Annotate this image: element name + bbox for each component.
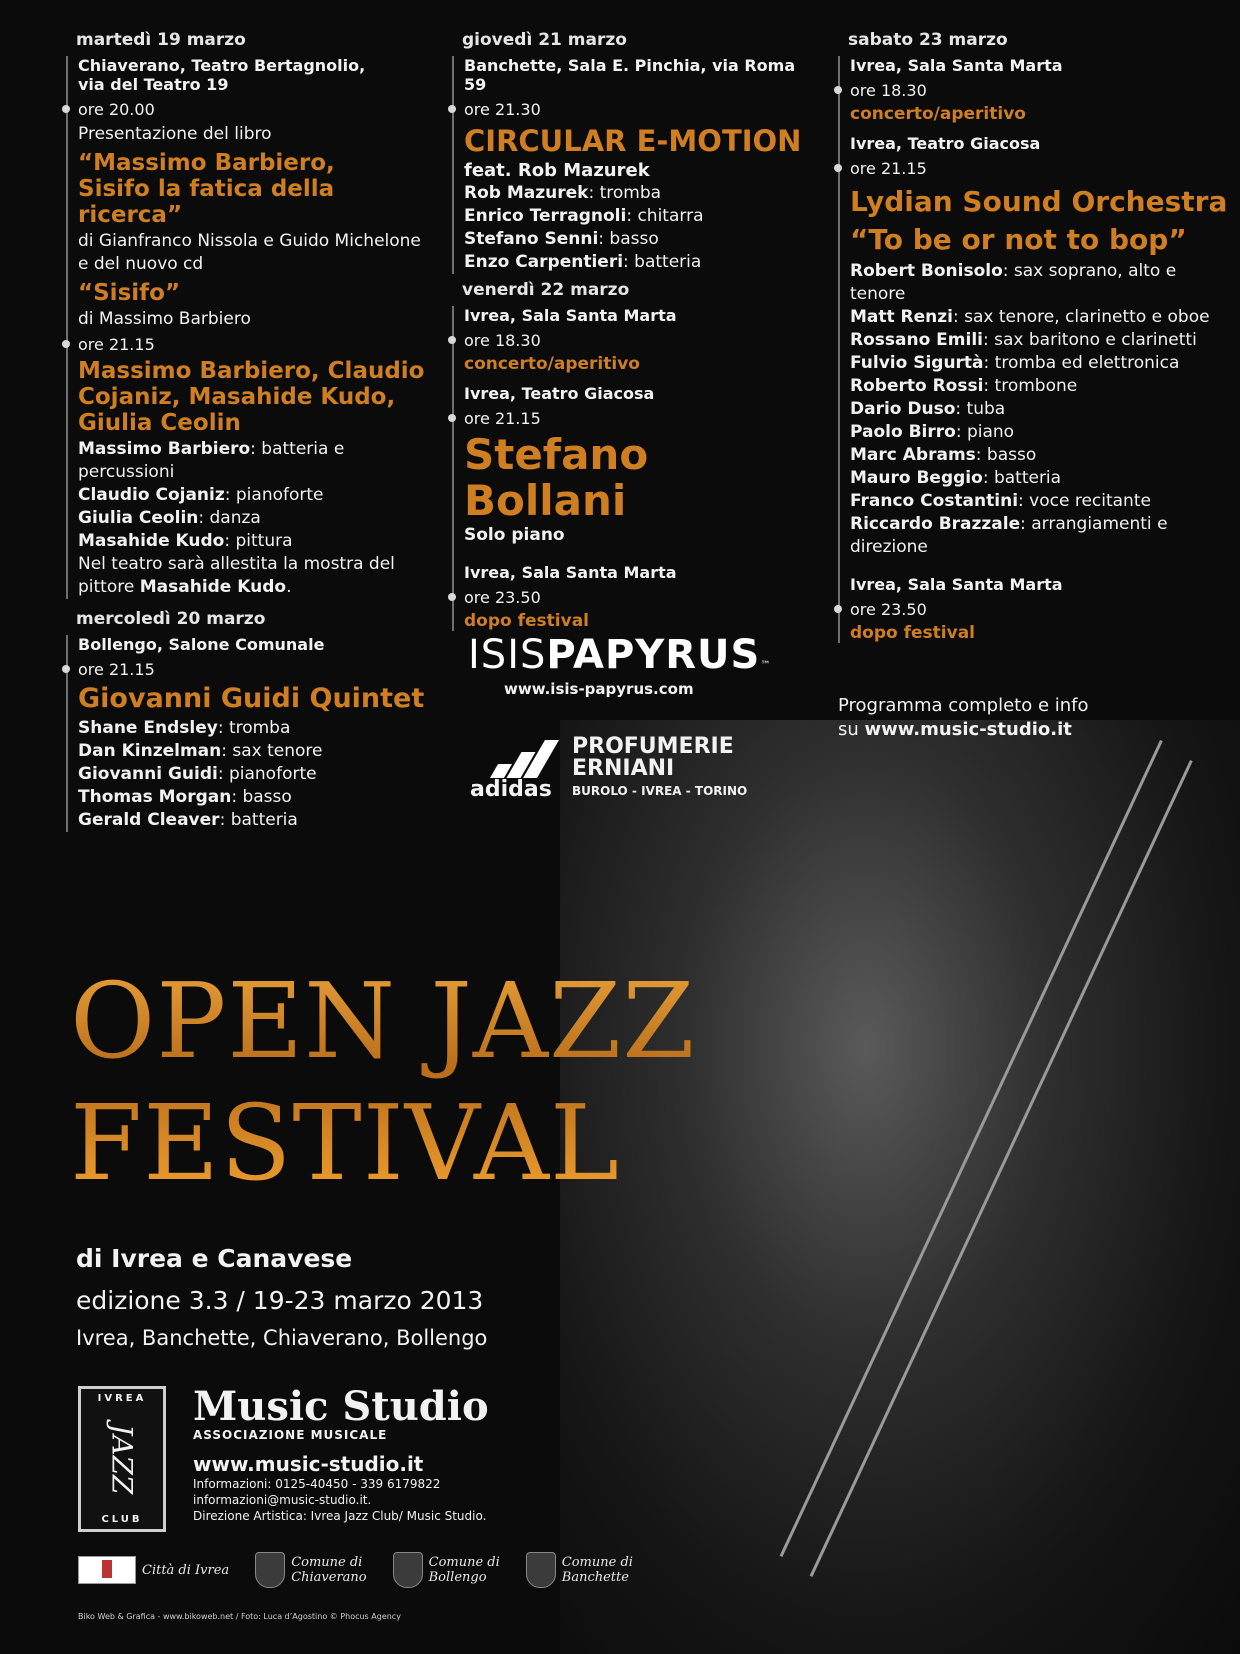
musician-name: Matt Renzi <box>850 307 954 327</box>
musician-role: direzione <box>850 537 928 557</box>
musician-role: tenore <box>850 284 906 304</box>
jazz-club-bottom: CLUB <box>101 1513 143 1525</box>
program-col-2 <box>452 30 812 631</box>
day-block <box>66 56 436 599</box>
profumerie-erniani <box>572 736 747 802</box>
chiaverano-crest-icon <box>255 1552 285 1588</box>
festival-subtitle: di Ivrea e Canavese <box>76 1244 353 1273</box>
musician-name: Riccardo Brazzale <box>850 514 1021 534</box>
lineup-item <box>850 513 1228 536</box>
papyrus-text: PAPYRUS <box>546 632 761 678</box>
festival-title-line: FESTIVAL <box>70 1082 620 1204</box>
program-info <box>838 694 1089 742</box>
lineup-item <box>78 438 436 484</box>
day-heading: martedì 19 marzo <box>76 30 246 50</box>
musician-role: : pianoforte <box>217 764 317 784</box>
day-heading: giovedì 21 marzo <box>462 30 627 50</box>
ivrea-jazz-club-logo <box>78 1386 166 1532</box>
group-name: Lydian Sound Orchestra <box>850 185 1228 218</box>
group-name-line: Giulia Ceolin <box>78 410 241 436</box>
festival-title <box>70 960 696 1204</box>
musician-role: : tromba <box>217 718 291 738</box>
lineup-item <box>850 352 1228 375</box>
musician-role: : piano <box>955 422 1015 442</box>
lineup-item <box>850 375 1228 398</box>
musician-name: Giulia Ceolin <box>78 508 199 528</box>
music-studio-block <box>193 1383 489 1524</box>
musician-name: Massimo Barbiero <box>78 439 251 459</box>
lineup-item <box>78 507 436 530</box>
comune-label: Comune di <box>291 1555 363 1570</box>
adidas-logo-icon <box>470 740 562 802</box>
event-time: ore 18.30 <box>464 331 812 350</box>
musician-role: : batteria <box>219 810 298 830</box>
event-time: ore 20.00 <box>78 100 436 119</box>
musician-role: : basso <box>975 445 1037 465</box>
artistic-direction: Direzione Artistica: Ivrea Jazz Club/ Music Studio. <box>193 1509 487 1523</box>
musician-name: Rob Mazurek <box>464 183 589 203</box>
event-time: ore 21.15 <box>78 660 436 679</box>
comune-banchette <box>526 1552 633 1588</box>
venue: Ivrea, Sala Santa Marta <box>464 306 677 325</box>
contact-phone: Informazioni: 0125-40450 - 339 6179822 <box>193 1477 441 1491</box>
event-time: ore 23.50 <box>464 588 812 607</box>
musician-name: Masahide Kudo <box>78 531 225 551</box>
musician-role: : trombone <box>983 376 1078 396</box>
lineup-item <box>850 306 1228 329</box>
info-line: Programma completo e info <box>838 695 1089 716</box>
lineup <box>850 260 1228 559</box>
banchette-crest-icon <box>526 1552 556 1588</box>
book-authors-line: e del nuovo cd <box>78 254 204 274</box>
exhibition-text: . <box>286 577 292 597</box>
musician-role: : basso <box>598 229 659 249</box>
book-authors-line: di Gianfranco Nissola e Guido Michelone <box>78 231 421 251</box>
lineup-item <box>78 484 436 507</box>
day-block <box>66 635 436 832</box>
isis-text: ISIS <box>468 632 547 678</box>
info-line <box>838 718 1089 742</box>
lineup-item <box>464 228 812 251</box>
comune-label: Banchette <box>561 1570 629 1585</box>
program-col-3 <box>838 30 1228 643</box>
comune-name <box>291 1555 366 1585</box>
musician-role: : danza <box>198 508 261 528</box>
trademark: ™ <box>760 660 772 671</box>
lineup <box>464 182 812 274</box>
musician-role: : sax soprano, alto e <box>1002 261 1177 281</box>
venue: Ivrea, Teatro Giacosa <box>464 384 655 403</box>
credits: Biko Web & Grafica - www.bikoweb.net / Foto: Luca d’Agostino © Phocus Agency <box>78 1612 401 1621</box>
musician-name: Roberto Rossi <box>850 376 984 396</box>
lineup-item <box>850 260 1228 283</box>
presentation-label: Presentazione del libro <box>78 124 272 144</box>
lineup-item <box>850 421 1228 444</box>
comune-name: Città di Ivrea <box>142 1562 230 1578</box>
comune-label: Bollengo <box>428 1570 487 1585</box>
lineup-item <box>850 467 1228 490</box>
exhibition-note: Nel teatro sarà allestita la mostra del <box>78 554 395 574</box>
musician-name: Franco Costantini <box>850 491 1019 511</box>
cd-title: “Sisifo” <box>78 280 181 306</box>
lineup-item <box>850 490 1228 513</box>
musician-name: Fulvio Sigurtà <box>850 353 984 373</box>
event-time: ore 21.15 <box>850 159 1228 178</box>
venue: Ivrea, Sala Santa Marta <box>850 56 1063 75</box>
music-studio-url[interactable]: www.music-studio.it <box>193 1452 424 1476</box>
comune-label: Chiaverano <box>291 1570 367 1585</box>
lineup-item <box>78 809 436 832</box>
group-name-line: Massimo Barbiero, Claudio <box>78 358 425 384</box>
musician-role: : arrangiamenti e <box>1020 514 1168 534</box>
lineup-item <box>78 740 436 763</box>
lineup-item <box>78 717 436 740</box>
musician-name: Robert Bonisolo <box>850 261 1003 281</box>
music-studio-assoc: ASSOCIAZIONE MUSICALE <box>193 1428 388 1442</box>
musician-role: : batteria <box>982 468 1062 488</box>
musician-role: : pianoforte <box>224 485 324 505</box>
comune-name <box>562 1555 633 1585</box>
musician-role: : chitarra <box>626 206 704 226</box>
lineup-item <box>78 530 436 553</box>
comune-name <box>429 1555 500 1585</box>
lineup-item <box>78 786 436 809</box>
musician-name: Dario Duso <box>850 399 956 419</box>
lineup-item <box>850 444 1228 467</box>
event-time: ore 21.30 <box>464 100 812 119</box>
day-heading: sabato 23 marzo <box>848 30 1008 50</box>
event-time: ore 18.30 <box>850 81 1228 100</box>
musician-name: Enzo Carpentieri <box>464 252 624 272</box>
comune-chiaverano <box>255 1552 366 1588</box>
book-authors <box>78 230 436 276</box>
adidas-wordmark: adidas <box>470 777 552 802</box>
comune-label: Comune di <box>561 1555 633 1570</box>
festival-title-line: OPEN JAZZ <box>70 960 696 1082</box>
info-text: su <box>838 719 865 740</box>
lineup <box>78 717 436 832</box>
group-name-line: Cojaniz, Masahide Kudo, <box>78 384 396 410</box>
headliner-name: Stefano Bollani <box>464 430 649 525</box>
performance-type: Solo piano <box>464 525 565 545</box>
event-type: dopo festival <box>850 623 975 643</box>
day-heading: mercoledì 20 marzo <box>76 609 266 629</box>
event-type: dopo festival <box>464 611 589 631</box>
musician-name: Thomas Morgan <box>78 787 232 807</box>
cd-author: di Massimo Barbiero <box>78 309 251 329</box>
festival-places: Ivrea, Banchette, Chiaverano, Bollengo <box>76 1326 488 1350</box>
venue-line: via del Teatro 19 <box>78 75 229 94</box>
venue: Bollengo, Salone Comunale <box>78 635 325 654</box>
isis-papyrus-url[interactable]: www.isis-papyrus.com <box>504 680 694 698</box>
day-block <box>452 56 812 274</box>
event-time: ore 23.50 <box>850 600 1228 619</box>
musician-role: : basso <box>231 787 292 807</box>
comune-ivrea <box>78 1556 229 1584</box>
musician-name: Mauro Beggio <box>850 468 983 488</box>
event-type: concerto/aperitivo <box>850 104 1026 124</box>
group-name: CIRCULAR E-MOTION <box>464 124 802 158</box>
book-title-line: “Massimo Barbiero, <box>78 150 335 176</box>
bollengo-crest-icon <box>393 1552 423 1588</box>
musician-role: : tuba <box>955 399 1006 419</box>
group-name <box>78 358 436 436</box>
musician-role: : batteria e percussioni <box>78 439 345 482</box>
musician-name: Rossano Emili <box>850 330 983 350</box>
lineup-item <box>850 398 1228 421</box>
musician-role: : sax baritono e clarinetti <box>983 330 1197 350</box>
group-subtitle: “To be or not to bop” <box>850 223 1187 256</box>
musician-role: : pittura <box>224 531 293 551</box>
day-block <box>452 306 812 631</box>
event-time: ore 21.15 <box>78 335 436 354</box>
bass-string <box>780 740 1163 1557</box>
musician-name: Giovanni Guidi <box>78 764 218 784</box>
musician-name: Dan Kinzelman <box>78 741 222 761</box>
exhibition-note <box>78 576 436 599</box>
adidas-erniani-logo <box>470 736 747 802</box>
comune-bollengo <box>393 1552 500 1588</box>
jazz-club-mark: JAZZ <box>105 1423 139 1495</box>
venue: Ivrea, Teatro Giacosa <box>850 134 1041 153</box>
book-title <box>78 150 436 228</box>
event-type: concerto/aperitivo <box>464 354 640 374</box>
program-col-1 <box>66 30 436 832</box>
painter-name: Masahide Kudo <box>139 577 287 597</box>
lineup-item <box>78 763 436 786</box>
musician-name: Gerald Cleaver <box>78 810 220 830</box>
lineup-item <box>464 251 812 274</box>
musician-role: : sax tenore, clarinetto e oboe <box>953 307 1210 327</box>
musician-name: Shane Endsley <box>78 718 218 738</box>
erniani-text: ERNIANI <box>572 756 675 781</box>
musician-role: : tromba <box>588 183 662 203</box>
venue <box>78 56 436 94</box>
musician-role: : voce recitante <box>1018 491 1151 511</box>
venue: Ivrea, Sala Santa Marta <box>850 575 1063 594</box>
isis-papyrus-wordmark <box>468 632 772 678</box>
erniani-cities: BUROLO - IVREA - TORINO <box>572 784 748 798</box>
musician-name: Claudio Cojaniz <box>78 485 225 505</box>
musician-name: Marc Abrams <box>850 445 976 465</box>
comune-label: Comune di <box>428 1555 500 1570</box>
venue: Ivrea, Sala Santa Marta <box>464 563 677 582</box>
day-block <box>838 56 1228 643</box>
contact-email[interactable]: informazioni@music-studio.it. <box>193 1493 372 1507</box>
isis-papyrus-logo <box>468 632 772 698</box>
musician-name: Stefano Senni <box>464 229 599 249</box>
lineup-item <box>464 182 812 205</box>
musician-name: Enrico Terragnoli <box>464 206 627 226</box>
musician-role: : batteria <box>623 252 702 272</box>
music-studio-logo: Music Studio <box>193 1383 489 1430</box>
ivrea-crest-icon <box>78 1556 136 1584</box>
profumerie-text: PROFUMERIE <box>572 734 734 759</box>
venue-line: Chiaverano, Teatro Bertagnolio, <box>78 56 366 75</box>
musician-role: : sax tenore <box>221 741 323 761</box>
book-title-line: Sisifo la fatica della ricerca” <box>78 176 335 228</box>
day-heading: venerdì 22 marzo <box>462 280 630 300</box>
featuring: feat. Rob Mazurek <box>464 160 650 181</box>
group-name: Giovanni Guidi Quintet <box>78 683 425 714</box>
musician-role: : tromba ed elettronica <box>983 353 1180 373</box>
municipal-sponsors <box>78 1552 633 1588</box>
lineup <box>78 438 436 599</box>
musician-name: Paolo Birro <box>850 422 956 442</box>
lineup-item <box>850 329 1228 352</box>
venue: Banchette, Sala E. Pinchia, via Roma 59 <box>464 56 796 94</box>
festival-edition: edizione 3.3 / 19-23 marzo 2013 <box>76 1286 484 1315</box>
bass-string <box>810 760 1193 1577</box>
exhibition-text: pittore <box>78 577 140 597</box>
jazz-club-top: IVREA <box>97 1393 147 1404</box>
event-time: ore 21.15 <box>464 409 812 428</box>
info-link[interactable]: www.music-studio.it <box>864 719 1072 740</box>
lineup-item <box>464 205 812 228</box>
